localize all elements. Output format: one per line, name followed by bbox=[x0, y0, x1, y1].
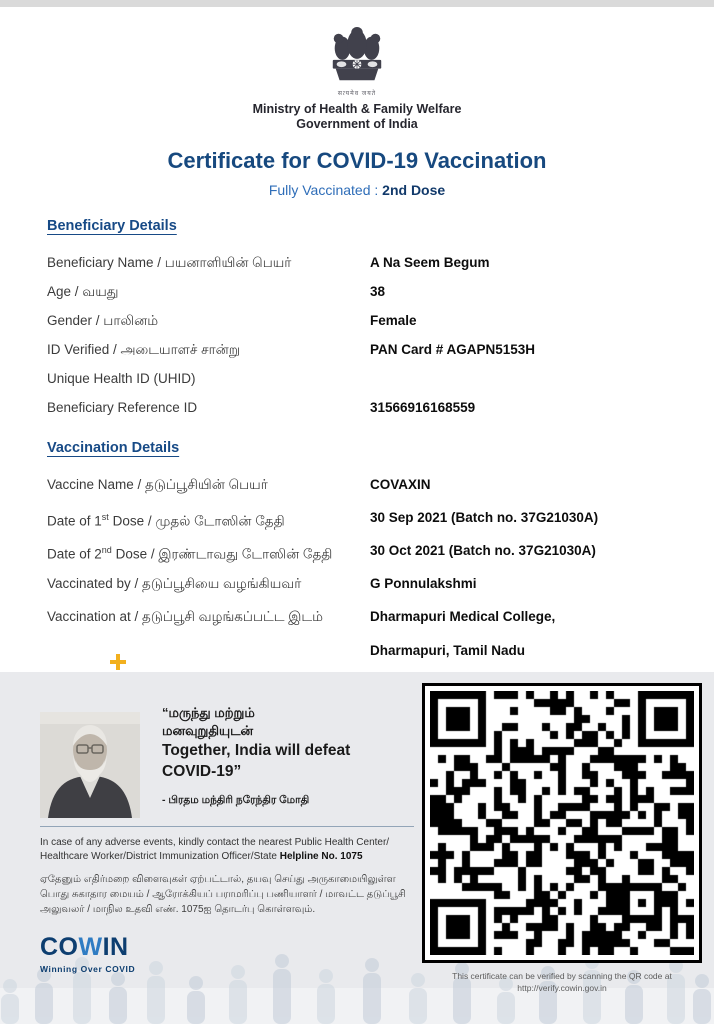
field-label: Beneficiary Name / பயனாளியின் பெயர் bbox=[47, 255, 292, 270]
certificate-title: Certificate for COVID-19 Vaccination bbox=[167, 148, 547, 173]
beneficiary-rows bbox=[47, 254, 678, 428]
row-vaccinated-by bbox=[47, 575, 678, 608]
footer-divider bbox=[40, 826, 414, 827]
label-text: Dose / இரண்டாவது டோஸின் தேதி bbox=[111, 546, 333, 562]
certificate-header bbox=[0, 24, 714, 132]
certificate-footer bbox=[0, 672, 714, 1024]
field-label: Vaccinated by / தடுப்பூசியை வழங்கியவர் bbox=[47, 576, 302, 591]
cowin-prefix: CO bbox=[40, 933, 79, 961]
field-label bbox=[47, 542, 370, 563]
emblem-motto: सत्यमेव जयते bbox=[337, 91, 377, 97]
advisory-text: In case of any adverse events, kindly contact the nearest Public Health Center/ Healthcare Worker/District Immunization Officer/State bbox=[40, 837, 390, 862]
label-text: Date of 2 bbox=[47, 546, 102, 562]
status-dose: 2nd Dose bbox=[382, 182, 446, 198]
field-label: Beneficiary Reference ID bbox=[47, 400, 198, 415]
cowin-logo bbox=[40, 933, 414, 974]
quote-block bbox=[40, 702, 414, 818]
vaccination-location-line1: Dharmapuri Medical College, bbox=[370, 609, 556, 624]
field-value: 30 Oct 2021 (Batch no. 37G21030A) bbox=[370, 543, 596, 558]
quote-english-line2: COVID-19” bbox=[162, 763, 242, 780]
field-label: Vaccination at / தடுப்பூசி வழங்கப்பட்ட இடம் bbox=[47, 609, 323, 624]
quote-english-line1: Together, India will defeat bbox=[162, 742, 351, 759]
row-vaccine-name bbox=[47, 476, 678, 509]
quote-tamil-line1: “மருந்து மற்றும் bbox=[162, 705, 255, 720]
field-label: Gender / பாலினம் bbox=[47, 313, 159, 328]
label-text: Dose / முதல் டோஸின் தேதி bbox=[108, 513, 285, 529]
status-label: Fully Vaccinated : bbox=[268, 182, 379, 198]
vaccination-location-line2: Dharmapuri, Tamil Nadu bbox=[370, 643, 526, 658]
scan-edge bbox=[0, 0, 714, 7]
beneficiary-details-section bbox=[47, 218, 678, 428]
vaccination-status bbox=[0, 182, 714, 198]
quote-tamil-line2: மனவுறுதியுடன் bbox=[162, 723, 254, 738]
cowin-w-icon: W bbox=[78, 933, 103, 961]
row-beneficiary-name bbox=[47, 254, 678, 283]
footer-left-column bbox=[40, 702, 414, 974]
qr-verification-caption bbox=[422, 970, 702, 994]
field-value: 30 Sep 2021 (Batch no. 37G21030A) bbox=[370, 510, 599, 525]
vaccination-details-section bbox=[47, 440, 678, 659]
row-uhid bbox=[47, 370, 678, 399]
row-id-verified bbox=[47, 341, 678, 370]
field-label: Vaccine Name / தடுப்பூசியின் பெயர் bbox=[47, 477, 268, 492]
field-value: COVAXIN bbox=[370, 477, 431, 492]
adverse-events-advisory-english bbox=[40, 836, 414, 864]
pm-quote bbox=[162, 704, 350, 818]
qr-caption-url: http://verify.cowin.gov.in bbox=[517, 983, 607, 993]
qr-code-frame bbox=[422, 683, 702, 963]
field-label: Age / வயது bbox=[47, 284, 119, 299]
qr-code-canvas bbox=[430, 691, 694, 955]
field-value: 38 bbox=[370, 284, 386, 299]
field-label: Unique Health ID (UHID) bbox=[47, 371, 196, 386]
ordinal-suffix: st bbox=[101, 512, 109, 522]
field-value: G Ponnulakshmi bbox=[370, 576, 477, 591]
quote-attribution: - பிரதம மந்திரி நரேந்திர மோதி bbox=[162, 794, 310, 806]
helpline-number: Helpline No. 1075 bbox=[279, 851, 363, 862]
vaccination-details-heading: Vaccination Details bbox=[47, 440, 180, 456]
adverse-events-advisory-tamil: ஏதேனும் எதிர்மறை விளைவுகள் ஏற்பட்டால், தயவு செய்து அருகாமையிலுள்ள பொது சுகாதார மையம் / ஆரோக்கியப் பராமரிப்பு பணியாளர் / மாவட்ட தடுப்பூசி அலுவலர் / மாநில உதவி எண். 1075ஐ தொடர்பு கொள்ளவும். bbox=[40, 874, 406, 915]
field-value: A Na Seem Begum bbox=[370, 255, 490, 270]
ministry-line2: Government of India bbox=[296, 117, 418, 131]
india-emblem-icon bbox=[326, 24, 388, 88]
ministry-line1: Ministry of Health & Family Welfare bbox=[252, 102, 462, 116]
pm-photo bbox=[40, 712, 140, 818]
row-reference-id bbox=[47, 399, 678, 428]
field-label: ID Verified / அடையாளச் சான்று bbox=[47, 342, 240, 357]
plus-decoration-yellow bbox=[110, 654, 126, 670]
cowin-suffix: IN bbox=[102, 933, 129, 961]
field-label bbox=[47, 509, 370, 530]
field-value bbox=[370, 608, 678, 659]
qr-caption-line1: This certificate can be verified by scanning the QR code at bbox=[452, 971, 672, 981]
cowin-tagline: Winning Over COVID bbox=[40, 964, 136, 974]
beneficiary-details-heading: Beneficiary Details bbox=[47, 218, 177, 234]
field-value: PAN Card # AGAPN5153H bbox=[370, 342, 536, 357]
row-second-dose-date bbox=[47, 542, 678, 575]
field-value: 31566916168559 bbox=[370, 400, 476, 415]
cowin-wordmark bbox=[40, 933, 414, 962]
row-age bbox=[47, 283, 678, 312]
label-text: Date of 1 bbox=[47, 513, 102, 529]
ordinal-suffix: nd bbox=[101, 545, 112, 555]
field-value: Female bbox=[370, 313, 417, 328]
row-gender bbox=[47, 312, 678, 341]
vaccination-rows bbox=[47, 476, 678, 659]
row-vaccination-at bbox=[47, 608, 678, 659]
ministry-name bbox=[0, 102, 714, 132]
row-first-dose-date bbox=[47, 509, 678, 542]
